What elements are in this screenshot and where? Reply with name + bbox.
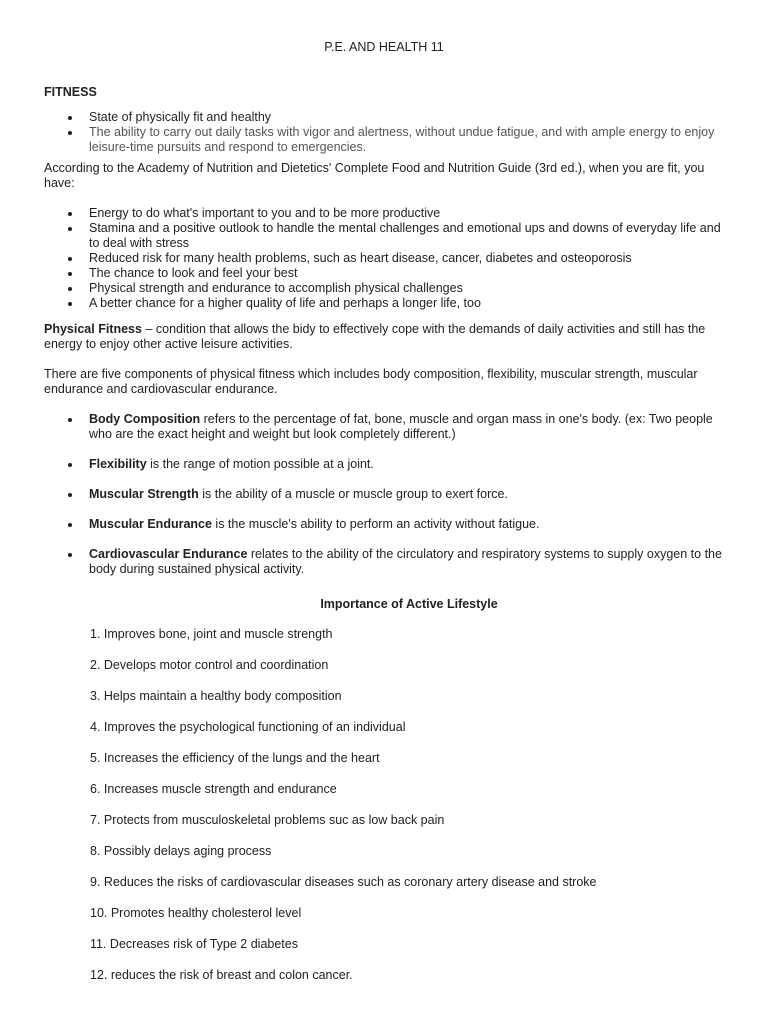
component-muscular-endurance (44, 517, 724, 532)
component-muscular-strength (44, 487, 724, 502)
list-item: The ability to carry out daily tasks with vigor and alertness, without undue fatigue, and with ample energy to enjoy leisure-time pursuits and respond to emergencies. (44, 125, 724, 155)
list-item: 12. reduces the risk of breast and colon cancer. (90, 968, 353, 982)
physical-fitness-definition (44, 322, 724, 352)
component-term: Muscular Endurance (89, 517, 212, 531)
component-flexibility (44, 457, 724, 472)
component-text: is the range of motion possible at a joint. (146, 457, 374, 471)
list-item: 8. Possibly delays aging process (90, 844, 272, 858)
list-item: Reduced risk for many health problems, such as heart disease, cancer, diabetes and osteoporosis (44, 251, 724, 266)
component-term: Muscular Strength (89, 487, 199, 501)
component-text: is the ability of a muscle or muscle group to exert force. (198, 487, 508, 501)
list-item: 3. Helps maintain a healthy body composition (90, 689, 342, 703)
list-item: 1. Improves bone, joint and muscle strength (90, 627, 333, 641)
physical-fitness-term: Physical Fitness (44, 322, 142, 336)
list-item: A better chance for a higher quality of life and perhaps a longer life, too (44, 296, 724, 311)
list-item: 4. Improves the psychological functioning of an individual (90, 720, 406, 734)
list-item: 5. Increases the efficiency of the lungs and the heart (90, 751, 380, 765)
components-intro: There are five components of physical fitness which includes body composition, flexibility, muscular strength, muscular endurance and cardiovascular endurance. (44, 367, 698, 396)
document-title: P.E. AND HEALTH 11 (324, 40, 444, 54)
list-item: The chance to look and feel your best (44, 266, 724, 281)
component-text: relates to the ability of the circulatory and respiratory systems to supply oxygen to the body during sustained physical activity. (89, 547, 722, 576)
fitness-definition-list (44, 110, 724, 155)
importance-list (90, 627, 730, 999)
physical-fitness-text: – condition that allows the bidy to effectively cope with the demands of daily activities and still has the energy to enjoy other active leisure activities. (44, 322, 706, 351)
component-text: refers to the percentage of fat, bone, muscle and organ mass in one's body. (ex: Two people who are the exact height and weight but look completely different.) (89, 412, 713, 441)
list-item: 9. Reduces the risks of cardiovascular diseases such as coronary artery disease and stroke (90, 875, 597, 889)
component-term: Cardiovascular Endurance (89, 547, 248, 561)
component-term: Flexibility (89, 457, 147, 471)
list-item: Stamina and a positive outlook to handle the mental challenges and emotional ups and downs of everyday life and to deal with stress (44, 221, 724, 251)
list-item: 11. Decreases risk of Type 2 diabetes (90, 937, 298, 951)
list-item: Energy to do what's important to you and to be more productive (44, 206, 724, 221)
list-item: 7. Protects from musculoskeletal problems suc as low back pain (90, 813, 445, 827)
importance-heading: Importance of Active Lifestyle (320, 597, 498, 611)
fitness-intro: According to the Academy of Nutrition and Dietetics' Complete Food and Nutrition Guide (3rd ed.), when you are fit, you have: (44, 161, 705, 190)
component-cardiovascular-endurance (44, 547, 724, 577)
list-item: Physical strength and endurance to accomplish physical challenges (44, 281, 724, 296)
fitness-benefits-list (44, 206, 724, 311)
list-item: 10. Promotes healthy cholesterol level (90, 906, 302, 920)
component-term: Body Composition (89, 412, 201, 426)
list-item: 2. Develops motor control and coordination (90, 658, 329, 672)
list-item: State of physically fit and healthy (44, 110, 724, 125)
component-body-composition (44, 412, 724, 442)
components-list (44, 412, 724, 592)
component-text: is the muscle's ability to perform an activity without fatigue. (211, 517, 540, 531)
fitness-heading: FITNESS (44, 85, 97, 99)
list-item: 6. Increases muscle strength and endurance (90, 782, 337, 796)
